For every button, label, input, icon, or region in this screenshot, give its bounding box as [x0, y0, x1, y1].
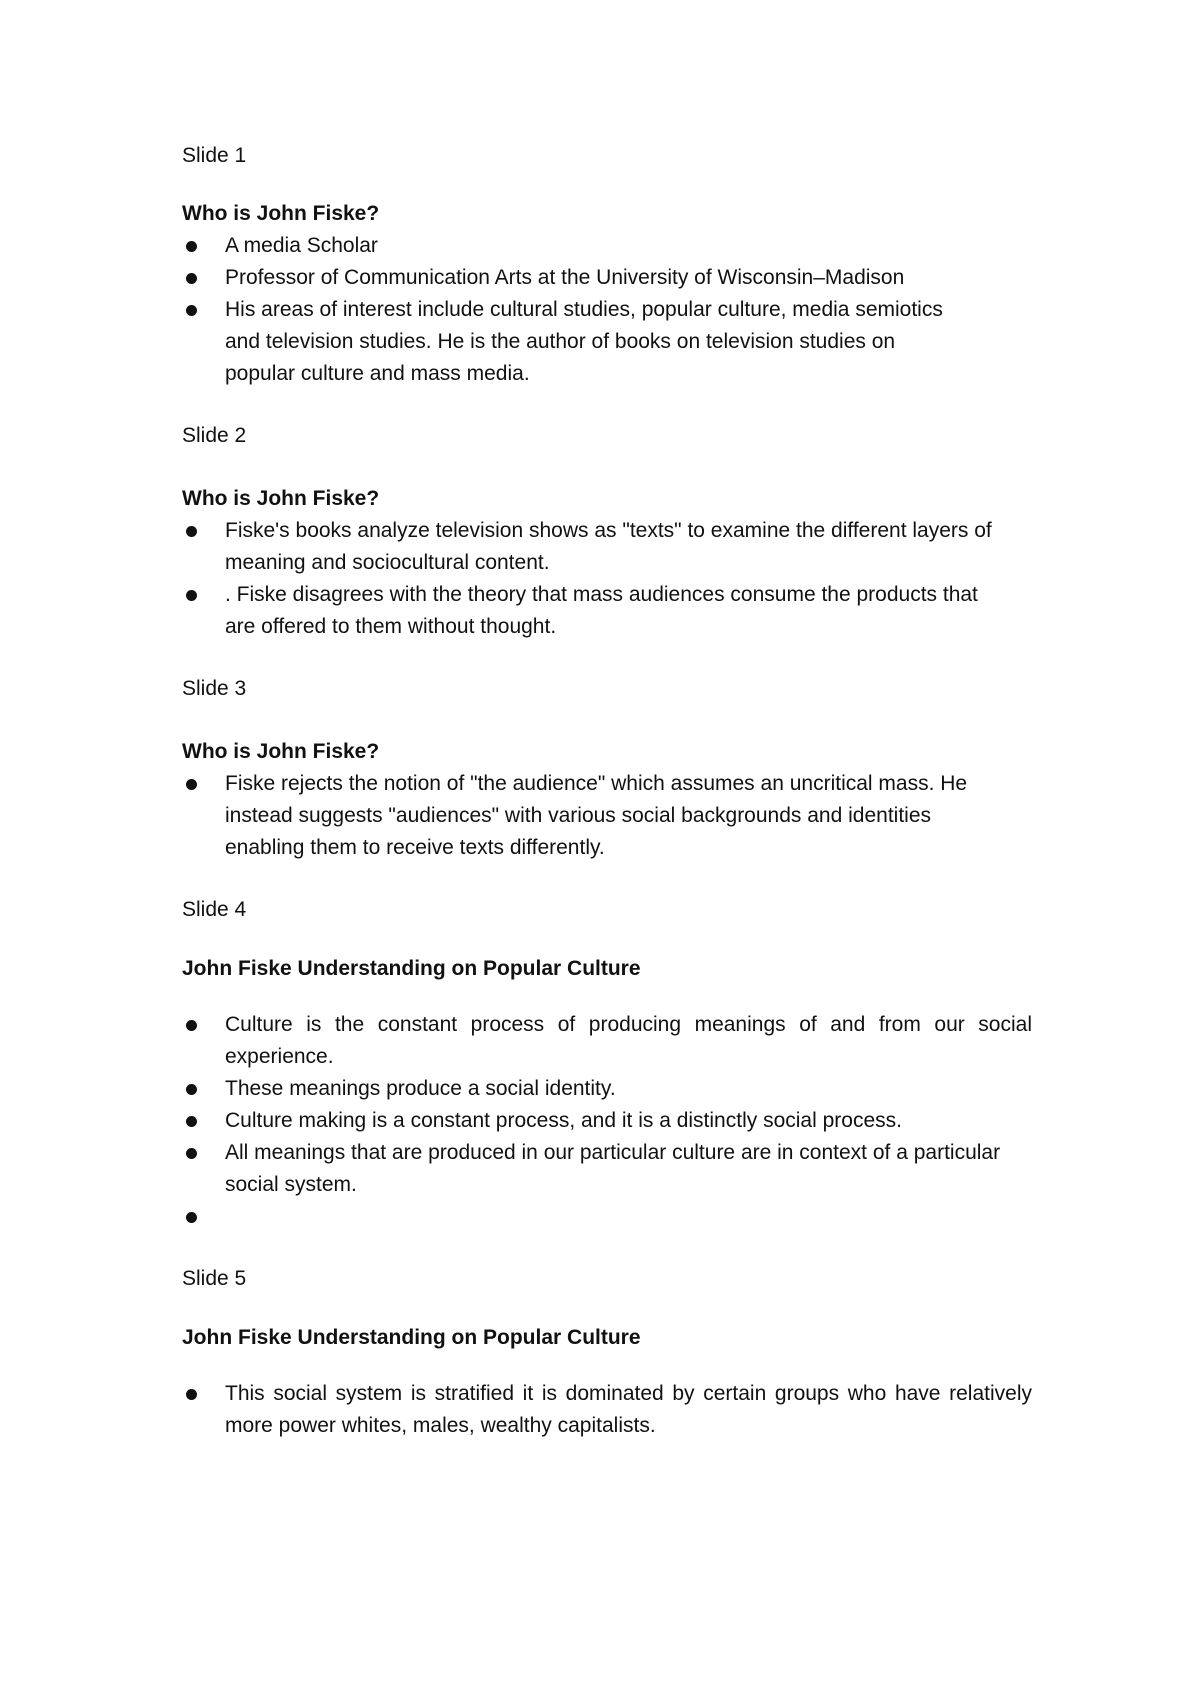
- slide-3-bullet-list: [182, 768, 1032, 864]
- list-item: His areas of interest include cultural studies, popular culture, media semiotics and television studies. He is the author of books on television studies on popular culture and mass media.: [182, 294, 945, 390]
- slide-5-title: John Fiske Understanding on Popular Culture: [182, 1326, 641, 1349]
- list-item: Culture is the constant process of producing meanings of and from our social experience.: [182, 1009, 1032, 1073]
- list-item: . Fiske disagrees with the theory that mass audiences consume the products that are offered to them without thought.: [182, 579, 985, 643]
- slide-5-bullet-list: [182, 1378, 1032, 1442]
- slide-2-section: [182, 420, 1032, 643]
- bullet-icon: [186, 241, 197, 252]
- bullet-icon: [186, 305, 197, 316]
- slide-5-section: [182, 1263, 1032, 1442]
- slide-1-section: [182, 140, 1032, 390]
- list-item: Professor of Communication Arts at the University of Wisconsin–Madison: [182, 262, 1032, 294]
- slide-1-label: Slide 1: [182, 144, 247, 167]
- slide-3-section: [182, 673, 1032, 864]
- slide-4-bullet-list: [182, 1009, 1032, 1233]
- bullet-icon: [186, 1020, 197, 1031]
- slide-3-title: Who is John Fiske?: [182, 740, 380, 763]
- slide-4-title: John Fiske Understanding on Popular Culture: [182, 957, 641, 980]
- list-item: All meanings that are produced in our particular culture are in context of a particular social system.: [182, 1137, 1032, 1201]
- slide-2-title: Who is John Fiske?: [182, 487, 380, 510]
- list-item: A media Scholar: [182, 230, 1032, 262]
- bullet-icon: [186, 779, 197, 790]
- bullet-icon: [186, 273, 197, 284]
- slide-1-title: Who is John Fiske?: [182, 202, 380, 225]
- bullet-icon: [186, 1148, 197, 1159]
- bullet-icon: [186, 526, 197, 537]
- list-item: Fiske's books analyze television shows as "texts" to examine the different layers of meaning and sociocultural content.: [182, 515, 1015, 579]
- list-item: Fiske rejects the notion of "the audience" which assumes an uncritical mass. He instead suggests "audiences" with various social backgrounds and identities enabling them to receive texts differently.: [182, 768, 1015, 864]
- slide-2-label: Slide 2: [182, 424, 247, 447]
- slide-1-bullet-list: [182, 230, 1032, 390]
- slide-4-label: Slide 4: [182, 898, 247, 921]
- list-item: [182, 1201, 1032, 1233]
- list-item: These meanings produce a social identity.: [182, 1073, 1032, 1105]
- bullet-icon: [186, 1116, 197, 1127]
- bullet-icon: [186, 1212, 197, 1223]
- document-content: [182, 140, 1032, 1442]
- list-item: Culture making is a constant process, and it is a distinctly social process.: [182, 1105, 1032, 1137]
- slide-3-label: Slide 3: [182, 677, 247, 700]
- bullet-icon: [186, 1084, 197, 1095]
- slide-4-section: [182, 894, 1032, 1233]
- bullet-icon: [186, 1389, 197, 1400]
- slide-2-bullet-list: [182, 515, 1032, 643]
- slide-5-label: Slide 5: [182, 1267, 247, 1290]
- list-item: This social system is stratified it is dominated by certain groups who have relatively more power whites, males, wealthy capitalists.: [182, 1378, 1032, 1442]
- bullet-icon: [186, 590, 197, 601]
